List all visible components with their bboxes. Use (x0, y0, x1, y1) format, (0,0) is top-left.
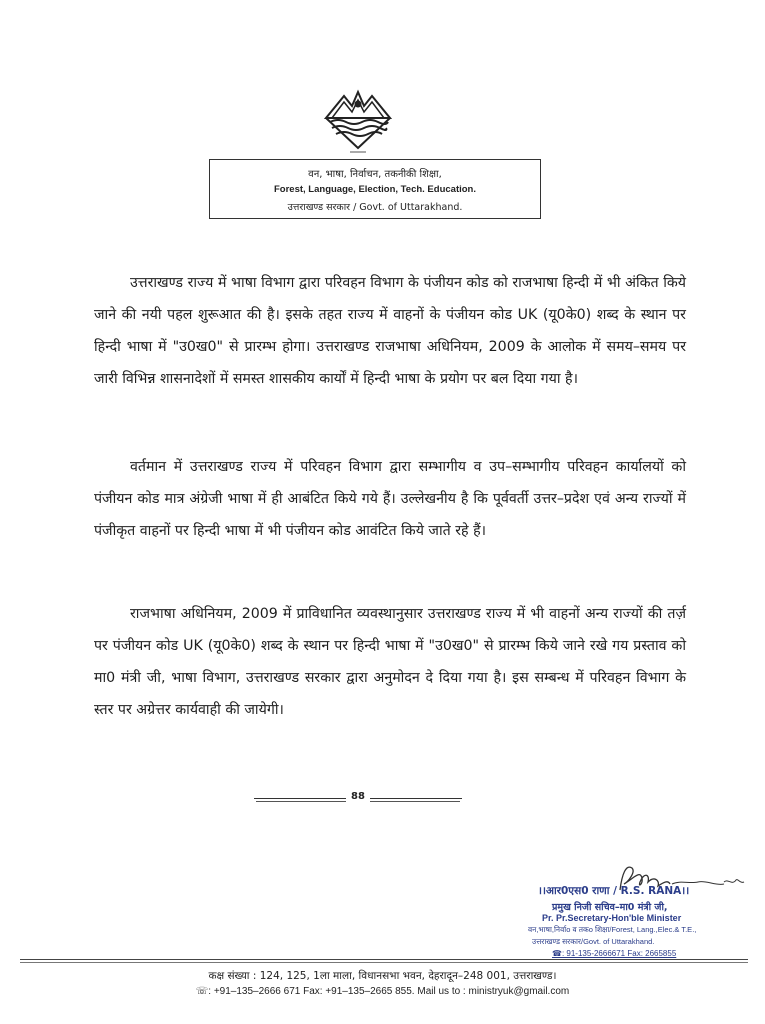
body-paragraph-2 (94, 451, 686, 547)
signatory-department: वन,भाषा,निर्वाo व तकo शिक्षा/Forest, Lang.,Elec.& T.E., (528, 925, 697, 934)
footer-divider-thin (20, 962, 748, 963)
paragraph-text: राजभाषा अधिनियम, 2009 में प्राविधानित व्यवस्थानुसार उत्तराखण्ड राज्य में भी वाहनों अन्य राज्यों की तर्ज़ पर पंजीयन कोड UK (यू0के0) शब्द के स्थान पर हिन्दी भाषा में "उ0ख0" से प्रारम्भ किये जाने रखे गय प्रस्ताव को मा0 मंत्री जी, भाषा विभाग, उत्तराखण्ड सरकार द्वारा अनुमोदन दे दिया गया है। इस सम्बन्ध में परिवहन विभाग के स्तर पर अग्रेत्तर कार्यवाही की जायेगी। (94, 606, 686, 718)
footer-contact: ☏: +91–135–2666 671 Fax: +91–135–2665 855. Mail us to : ministryuk@gmail.com (195, 986, 570, 997)
page-number-rule-right (370, 798, 462, 799)
page-number (254, 790, 462, 808)
paragraph-text: उत्तराखण्ड राज्य में भाषा विभाग द्वारा परिवहन विभाग के पंजीयन कोड को राजभाषा हिन्दी में भी अंकित किये जाने की नयी पहल शुरूआत की है। इसके तहत राज्य में वाहनों के पंजीयन कोड UK (यू0के0) शब्द के स्थान पर हिन्दी भाषा में "उ0ख0" से प्रारम्भ होगा। उत्तराखण्ड राजभाषा अधिनियम, 2009 के आलोक में समय–समय पर जारी विभिन्न शासनादेशों में समस्त शासकीय कार्यों में हिन्दी भाषा के प्रयोग पर बल दिया गया है। (94, 275, 686, 387)
paragraph-text: वर्तमान में उत्तराखण्ड राज्य में परिवहन विभाग द्वारा सम्भागीय व उप–सम्भागीय परिवहन कार्यालयों को पंजीयन कोड मात्र अंग्रेजी भाषा में ही आबंटित किये गये हैं। उल्लेखनीय है कि पूर्ववर्ती उत्तर–प्रदेश एवं अन्य राज्यों में पंजीकृत वाहनों पर हिन्दी भाषा में भी पंजीयन कोड आवंटित किये जाते रहे हैं। (94, 459, 686, 539)
signatory-designation-english: Pr. Pr.Secretary-Hon'ble Minister (542, 913, 682, 923)
page-number-rule-right-thin (370, 801, 460, 802)
page-number-rule-left (254, 798, 346, 799)
state-emblem-icon (322, 88, 394, 154)
body-paragraph-1 (94, 267, 686, 395)
body-paragraph-3 (94, 598, 686, 726)
signature-block (528, 860, 757, 960)
signatory-phone: ☎: 91-135-2666671 Fax: 2665855 (552, 949, 677, 958)
header-line-hindi: वन, भाषा, निर्वाचन, तकनीकी शिक्षा, (308, 169, 442, 180)
department-header-box (209, 159, 541, 219)
signatory-government: उत्तराखण्ड सरकार/Govt. of Uttarakhand. (532, 937, 655, 946)
footer-divider (20, 959, 748, 960)
header-line-english: Forest, Language, Election, Tech. Education. (274, 184, 476, 195)
page-number-value: 88 (351, 791, 365, 802)
page-number-rule-left-thin (256, 801, 346, 802)
signatory-designation-hindi: प्रमुख निजी सचिव–मा0 मंत्री जी, (552, 902, 668, 913)
signatory-name: ।।आर0एस0 राणा / R.S. RANA।। (538, 885, 690, 897)
footer-address: कक्ष संख्या : 124, 125, 1ला माला, विधानसभा भवन, देहरादून–248 001, उत्तराखण्ड। (208, 970, 557, 982)
header-line-govt: उत्तराखण्ड सरकार / Govt. of Uttarakhand. (287, 202, 463, 213)
